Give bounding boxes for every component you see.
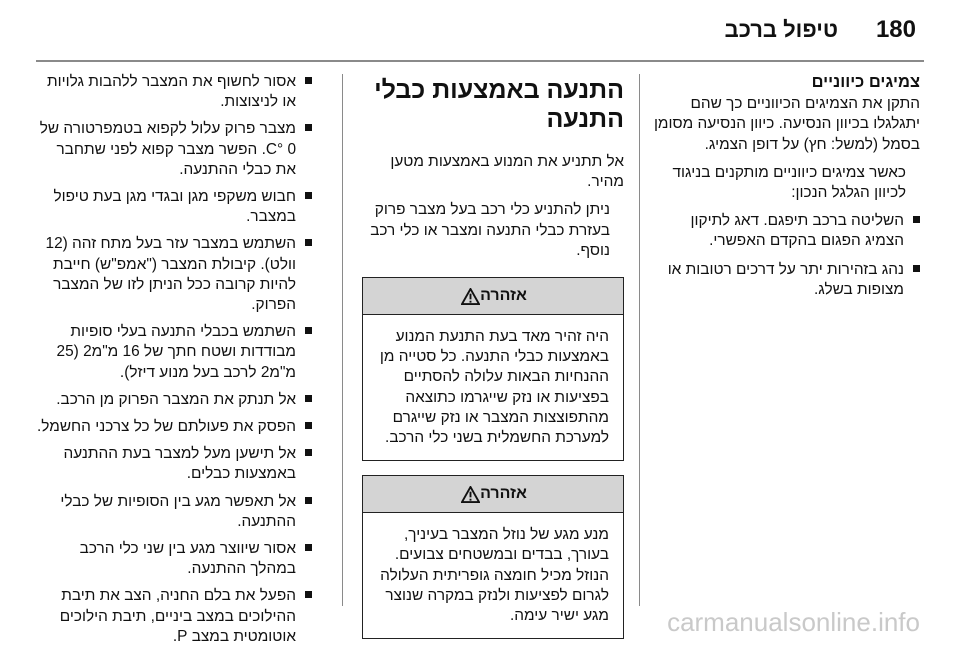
list-item-text: השתמש במצבר עזר בעל מתח זהה (12 וולט). קיבולת המצבר ("אמפ"ש) חייבת להיות קרובה ככל הניתן לזו של המצבר הפרוק.	[45, 235, 296, 314]
bullet-icon	[305, 124, 312, 131]
warning-text: מנע מגע של נוזל המצבר בעיניך, בעורך, בבדים ובמשטחים צבועים. הנוזל מכיל חומצה גופריתית העלולה לגרום לפציעות ולנזק במקרה שנוצר מגע ישיר עימה.	[380, 526, 609, 625]
bullet-icon	[305, 497, 312, 504]
bullet-icon	[913, 265, 920, 272]
warning-header	[363, 476, 623, 513]
warning-triangle-icon	[461, 486, 480, 503]
list-item	[36, 417, 312, 437]
list-item	[36, 119, 312, 180]
list-item-text: אל תישען מעל למצבר בעת ההתנעה באמצעות כבלים.	[63, 445, 296, 483]
bullet-icon	[913, 216, 920, 223]
page-header	[0, 0, 960, 60]
list-item	[36, 539, 312, 579]
list-item-text: מצבר פרוק עלול לקפוא בטמפרטורה של 0 °C. הפשר מצבר קפוא לפני שתחבר את כבלי ההתנעה.	[39, 120, 296, 178]
bullet-icon	[305, 239, 312, 246]
watermark: carmanualsonline.info	[667, 607, 920, 637]
list-item-text: אסור שיווצר מגע בין שני כלי הרכב במהלך ההתנעה.	[79, 540, 296, 578]
list-item-text: אסור לחשוף את המצבר ללהבות גלויות או לניצוצות.	[46, 73, 296, 111]
warning-header	[363, 278, 623, 315]
list-item-text: הפסק את פעולתם של כל צרכני החשמל.	[36, 418, 296, 436]
paragraph: ניתן להתניע כלי רכב בעל מצבר פרוק בעזרת כבלי התנעה ומצבר או כלי רכב נוסף.	[370, 201, 610, 259]
paragraph: כאשר צמיגים כיווניים מותקנים בניגוד לכיוון הגלגל הנכון:	[672, 163, 906, 202]
list-item-text: השליטה ברכב תיפגם. דאג לתיקון הצמיג הפגום בהקדם האפשרי.	[690, 212, 904, 250]
warning-label: אזהרה	[480, 286, 527, 304]
column-jump-starting	[362, 72, 624, 653]
list-item	[650, 260, 920, 300]
bullet-icon	[305, 77, 312, 84]
list-item-text: חבוש משקפי מגן ובגדי מגן בעת טיפול במצבר.	[53, 188, 296, 226]
list-item	[36, 187, 312, 227]
list-item	[36, 586, 312, 647]
bullet-list	[36, 72, 312, 647]
paragraph: אל תתניע את המנוע באמצעות מטען מהיר.	[390, 153, 624, 191]
warning-label: אזהרה	[480, 485, 527, 503]
bullet-icon	[305, 422, 312, 429]
list-item-text: הפעל את בלם החניה, הצב את תיבת ההילוכים במצב ביניים, תיבת הילוכים אוטומטית במצב P.	[59, 587, 296, 645]
list-item	[36, 390, 312, 410]
bullet-icon	[305, 544, 312, 551]
column-divider	[639, 74, 640, 606]
bullet-icon	[305, 327, 312, 334]
header-rule	[36, 60, 924, 62]
column-jump-start-precautions	[36, 72, 312, 654]
warning-triangle-icon	[461, 288, 480, 305]
bullet-icon	[305, 192, 312, 199]
list-item	[650, 211, 920, 251]
bullet-icon	[305, 591, 312, 598]
warning-text: היה זהיר מאד בעת התנעת המנוע באמצעות כבלי התנעה. כל סטייה מן ההנחיות הבאות עלולה להסתיים בפציעות או נזק שייגרמו כתוצאה מהתפוצצות המצבר או נזק שייגרם למערכת החשמלית בשני כלי הרכב.	[379, 328, 609, 447]
bullet-icon	[305, 395, 312, 402]
list-item	[36, 234, 312, 315]
warning-box	[362, 277, 624, 461]
section-heading: התנעה באמצעות כבלי התנעה	[374, 76, 624, 133]
column-divider	[342, 74, 343, 606]
page-title: טיפול ברכב	[724, 17, 838, 42]
list-item-text: השתמש בכבלי התנעה בעלי סופיות מבודדות ושטח חתך של 16 מ"מ2 (25 מ"מ2 לרכב בעל מנוע דיזל).	[56, 323, 296, 381]
list-item	[36, 72, 312, 112]
section-heading: צמיגים כיווניים	[811, 73, 920, 91]
list-item-text: אל תנתק את המצבר הפרוק מן הרכב.	[56, 390, 296, 408]
list-item-text: אל תאפשר מגע בין הסופיות של כבלי ההתנעה.	[60, 492, 296, 530]
list-item	[36, 322, 312, 383]
column-directional-tyres	[650, 72, 920, 308]
page-number: 180	[875, 16, 916, 43]
list-item	[36, 492, 312, 532]
warning-box	[362, 475, 624, 639]
bullet-list	[650, 211, 920, 300]
list-item	[36, 444, 312, 484]
bullet-icon	[305, 449, 312, 456]
paragraph: התקן את הצמיגים הכיווניים כך שהם יתגלגלו בכיוון הנסיעה. כיוון הנסיעה מסומן בסמל (למשל: חץ) על דופן הצמיג.	[653, 95, 920, 153]
list-item-text: נהג בזהירות יתר על דרכים רטובות או מצופות בשלג.	[667, 260, 904, 298]
